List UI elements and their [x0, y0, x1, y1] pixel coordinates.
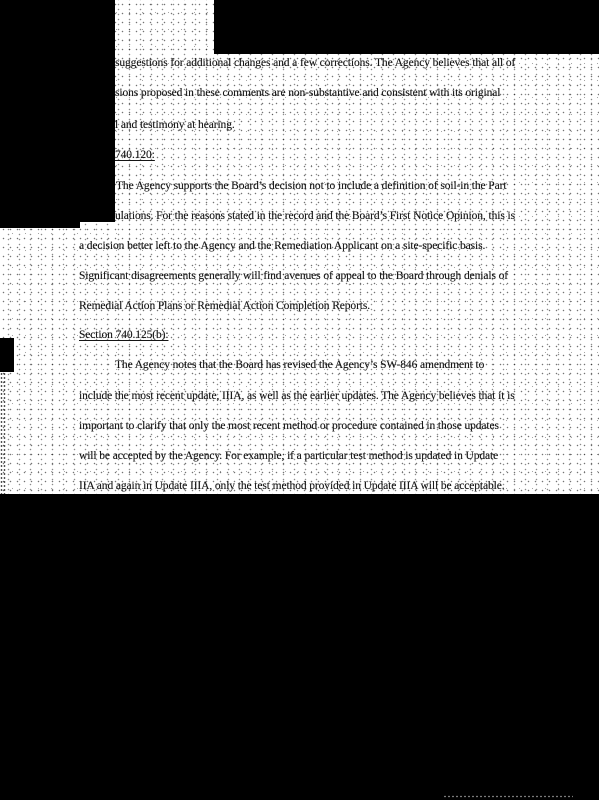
paragraph-3-line-3: important to clarify that only the most recent method or procedure contained in those updates — [79, 420, 499, 432]
paragraph-2-line-1: The Agency supports the Board’s decision not to include a definition of soil-in the Part — [116, 180, 507, 192]
paragraph-1-line-1: suggestions for additional changes and a few corrections. The Agency believes that all of — [115, 57, 516, 69]
scan-black-side-tab — [0, 338, 14, 372]
section-heading-740-120: 740.120: — [115, 149, 155, 161]
paragraph-2-line-5: Remedial Action Plans or Remedial Action Completion Reports. — [79, 300, 371, 312]
scan-black-region-left-notch — [0, 222, 80, 228]
scan-edge-speckle — [0, 372, 6, 494]
scan-black-region-top-right — [214, 0, 599, 54]
scan-black-region-left — [0, 0, 115, 222]
paragraph-3-line-1: The Agency notes that the Board has revised the Agency’s SW-846 amendment to — [115, 359, 485, 371]
scan-footer-noise — [443, 795, 573, 798]
paragraph-1-line-2: sions proposed in these comments are non-substantive and consistent with its original — [115, 87, 501, 99]
paragraph-1-line-3: l and testimony at hearing. — [115, 119, 235, 131]
paragraph-2-line-2: ulations. For the reasons stated in the record and the Board’s First Notice Opinion, this is — [115, 210, 515, 222]
paragraph-3-line-5: IIA and again in Update IIIA, only the test method provided in Update IIIA will be acceptable. — [79, 480, 505, 492]
paragraph-3-line-2: include the most recent update, IIIA, as well as the earlier updates. The Agency believes that it is — [79, 390, 515, 402]
paragraph-2-line-3: a decision better left to the Agency and the Remediation Applicant on a site-specific basis. — [79, 240, 486, 252]
paragraph-2-line-4: Significant disagreements generally will find avenues of appeal to the Board through denials of — [79, 270, 508, 282]
scan-black-region-bottom — [0, 494, 599, 800]
paragraph-3-line-4: will be accepted by the Agency. For example, if a particular test method is updated in Update — [79, 450, 499, 462]
section-heading-740-125b: Section 740.125(b): — [79, 329, 169, 341]
